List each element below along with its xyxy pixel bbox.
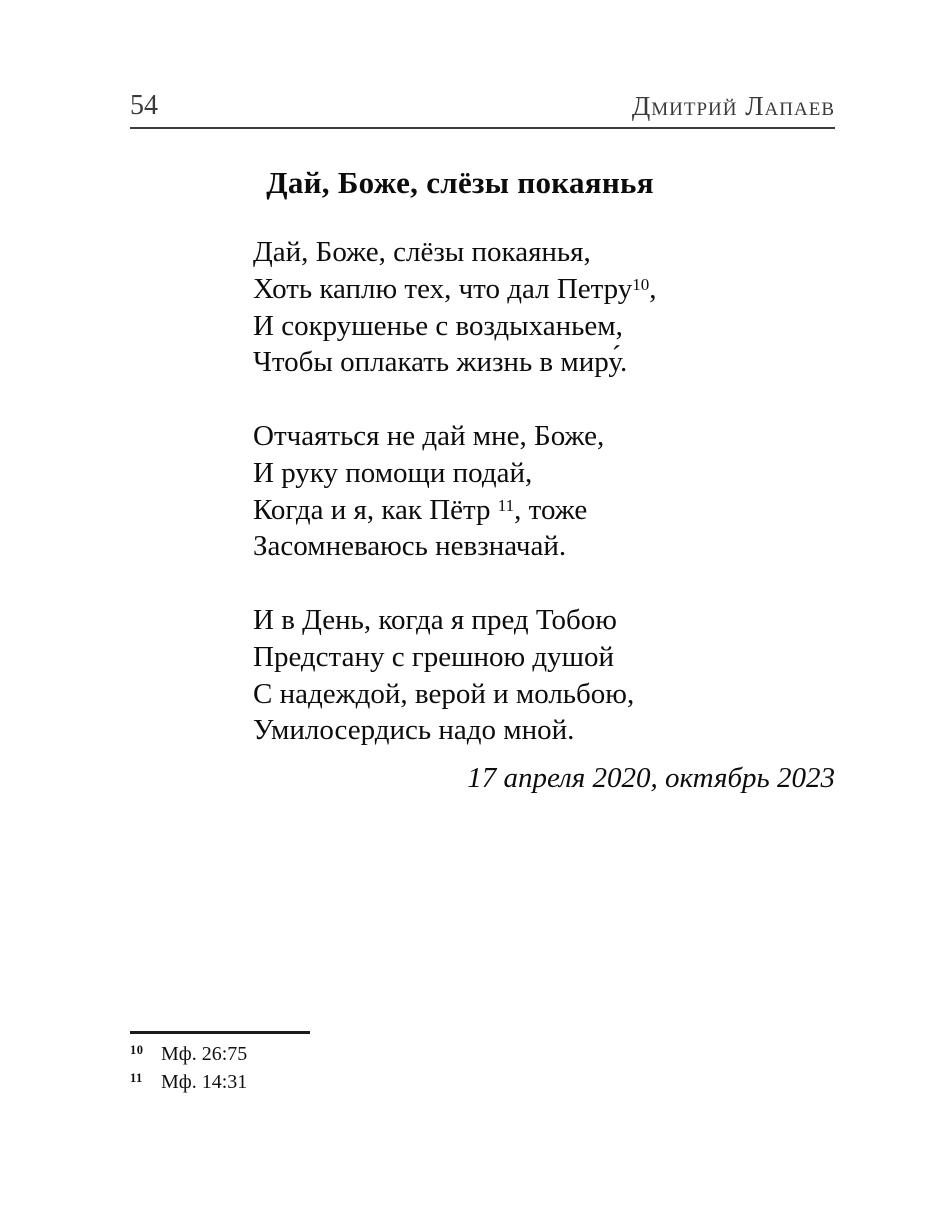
poem-line xyxy=(253,418,657,455)
poem-line xyxy=(253,234,657,271)
poem-line xyxy=(253,308,657,345)
footnote-marker: 10 xyxy=(130,1043,144,1057)
poem-text: Умилосердись надо мной. xyxy=(253,714,575,747)
footnote-reference: 10 xyxy=(632,274,650,294)
poem-text: Дай, Боже, слёзы покаянья, xyxy=(253,236,591,268)
poem-date: 17 апреля 2020, октябрь 2023 xyxy=(467,762,835,794)
poem-text: И в День, когда я пред Тобою xyxy=(253,603,617,636)
poem-text: , xyxy=(649,272,657,305)
running-header-author: Дмитрий Лапаев xyxy=(631,91,835,122)
footnote-text: Мф. 26:75 xyxy=(161,1043,248,1065)
footnote-marker: 11 xyxy=(130,1071,143,1085)
poem-text: Хоть каплю тех, что дал Петру xyxy=(253,272,633,305)
poem-text: И сокрушенье с воздыханьем, xyxy=(253,309,623,342)
footnote-item xyxy=(130,1069,310,1097)
poem-line xyxy=(253,602,657,639)
poem-text: , тоже xyxy=(514,493,588,526)
footnote-text: Мф. 14:31 xyxy=(161,1071,248,1093)
stanza xyxy=(253,234,657,381)
poem-line xyxy=(253,676,657,713)
poem-text: И руку помощи подай, xyxy=(253,456,533,489)
stanza xyxy=(253,418,657,565)
poem-line xyxy=(253,344,657,381)
poem-line xyxy=(253,455,657,492)
stanza xyxy=(253,602,657,749)
running-header xyxy=(130,0,835,129)
poem-body xyxy=(253,234,657,786)
poem-text: Засомневаюсь невзначай. xyxy=(253,530,567,563)
poem-line xyxy=(253,271,657,308)
poem-line xyxy=(253,528,657,565)
poem-text: Отчаяться не дай мне, Боже, xyxy=(253,419,605,452)
footnote-list xyxy=(130,1041,310,1097)
poem-text: С надеждой, верой и мольбою, xyxy=(253,677,635,710)
poem-line xyxy=(253,712,657,749)
poem-text: Чтобы оплакать жизнь в миру́. xyxy=(253,346,628,379)
poem-text: Предстану с грешною душой xyxy=(253,640,614,673)
poem-line xyxy=(253,492,657,529)
poem-line xyxy=(253,639,657,676)
page-number: 54 xyxy=(130,90,158,122)
footnote-reference: 11 xyxy=(497,495,515,515)
poem-text: Когда и я, как Пётр xyxy=(253,493,498,526)
poem-title: Дай, Боже, слёзы покаянья xyxy=(266,165,654,200)
footnote-divider xyxy=(130,1031,310,1034)
footnotes-block xyxy=(130,1031,310,1097)
